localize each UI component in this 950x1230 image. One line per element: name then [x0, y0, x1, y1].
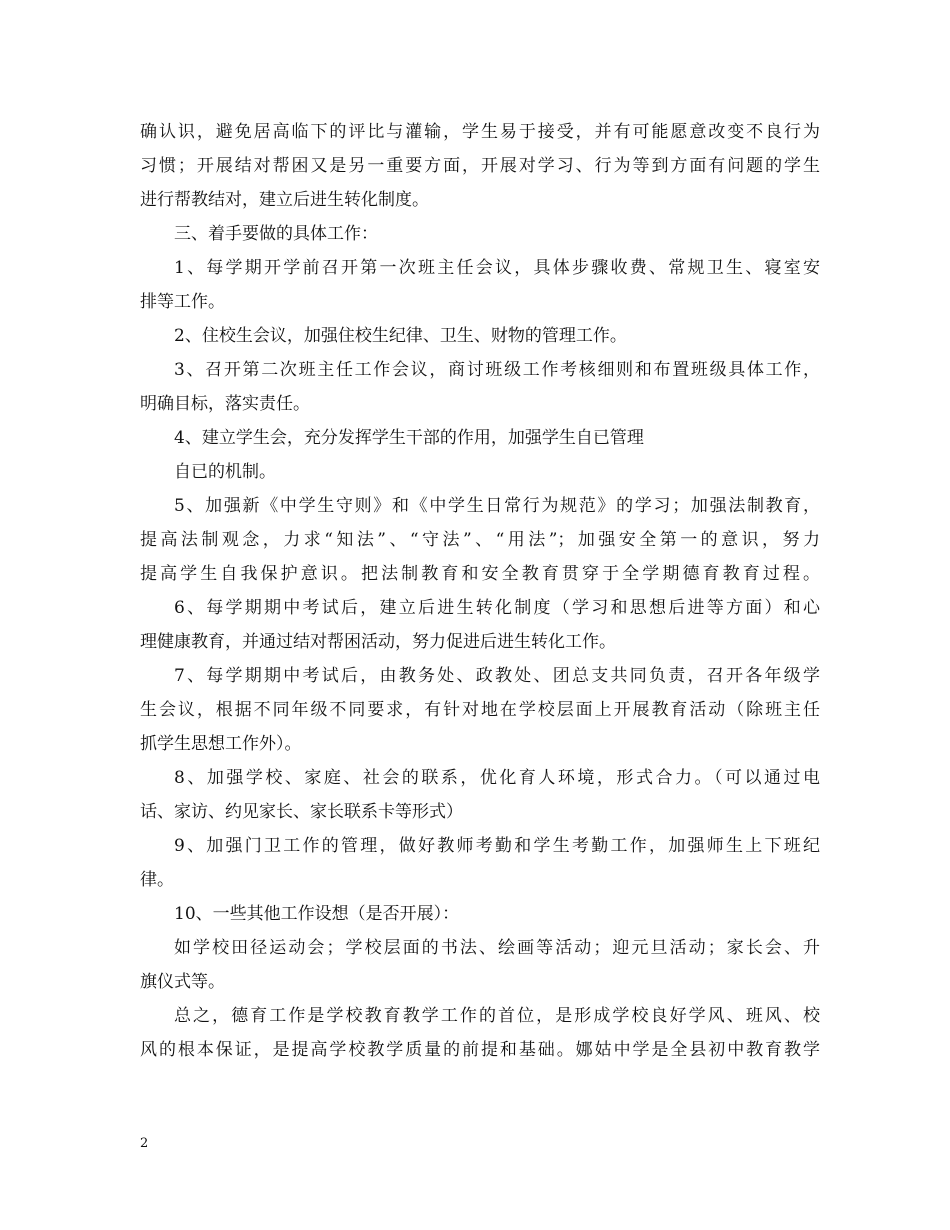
text-line: 提高学生自我保护意识。把法制教育和安全教育贯穿于全学期德育教育过程。 [140, 564, 820, 584]
text-line: 如学校田径运动会；学校层面的书法、绘画等活动；迎元旦活动；家长会、升 [174, 938, 820, 958]
text-line: 6、每学期期中考试后，建立后进生转化制度（学习和思想后进等方面）和心 [174, 598, 820, 618]
text-line: 总之，德育工作是学校教育教学工作的首位，是形成学校良好学风、班风、校 [174, 1006, 820, 1026]
text-line: 2、住校生会议，加强住校生纪律、卫生、财物的管理工作。 [174, 326, 627, 346]
text-line: 明确目标，落实责任。 [140, 394, 310, 414]
text-line: 9、加强门卫工作的管理，做好教师考勤和学生考勤工作，加强师生上下班纪 [174, 836, 820, 856]
text-line: 3、召开第二次班主任工作会议，商讨班级工作考核细则和布置班级具体工作， [174, 360, 820, 380]
text-line: 抓学生思想工作外）。 [140, 734, 302, 754]
text-line: 话、家访、约见家长、家长联系卡等形式） [140, 802, 463, 822]
text-line: 习惯；开展结对帮困又是另一重要方面，开展对学习、行为等到方面有问题的学生 [140, 156, 820, 176]
text-line: 排等工作。 [140, 292, 225, 312]
text-line: 三、着手要做的具体工作： [174, 224, 378, 244]
text-line: 4、建立学生会，充分发挥学生干部的作用，加强学生自已管理 [174, 428, 644, 448]
text-line: 提高法制观念，力求“知法”、“守法”、“用法”；加强安全第一的意识，努力 [140, 530, 820, 550]
text-line: 5、加强新《中学生守则》和《中学生日常行为规范》的学习；加强法制教育， [174, 496, 820, 516]
page-number: 2 [140, 1136, 149, 1151]
text-line: 8、加强学校、家庭、社会的联系，优化育人环境，形式合力。（可以通过电 [174, 768, 820, 788]
text-line: 风的根本保证，是提高学校教学质量的前提和基础。娜姑中学是全县初中教育教学 [140, 1040, 820, 1060]
text-line: 1、每学期开学前召开第一次班主任会议，具体步骤收费、常规卫生、寝室安 [174, 258, 820, 278]
text-line: 生会议，根据不同年级不同要求，有针对地在学校层面上开展教育活动（除班主任 [140, 700, 820, 720]
text-line: 进行帮教结对，建立后进生转化制度。 [140, 190, 429, 210]
document-body [140, 115, 820, 1067]
text-line: 7、每学期期中考试后，由教务处、政教处、团总支共同负责，召开各年级学 [174, 666, 820, 686]
text-line: 10、一些其他工作设想（是否开展）： [174, 904, 460, 924]
text-line: 确认识，避免居高临下的评比与灌输，学生易于接受，并有可能愿意改变不良行为 [140, 122, 820, 142]
text-line: 理健康教育，并通过结对帮困活动，努力促进后进生转化工作。 [140, 632, 616, 652]
text-line: 律。 [140, 870, 174, 890]
text-line: 自已的机制。 [174, 462, 276, 482]
text-line: 旗仪式等。 [140, 972, 225, 992]
